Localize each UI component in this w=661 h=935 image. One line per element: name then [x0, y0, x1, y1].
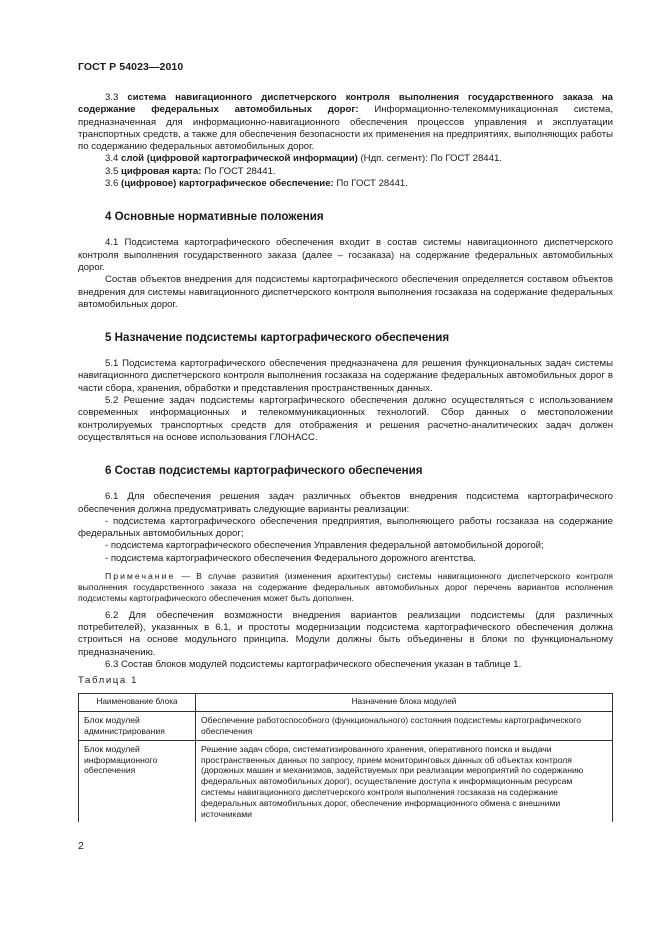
clause-term: цифровая карта: — [121, 165, 202, 177]
column-header-block-purpose: Назначение блока модулей — [196, 694, 613, 712]
clause-3-3 — [78, 92, 613, 153]
clause-number: 3.6 — [105, 178, 122, 190]
section-5-heading: 5 Назначение подсистемы картографического обеспечения — [105, 331, 450, 345]
table-row — [79, 712, 613, 741]
column-header-block-name: Наименование блока — [79, 694, 196, 712]
table-cell-purpose: Решение задач сбора, систематизированного хранения, оперативного поиска и выдачи пространственных данных по запросу, прием мониторинговых данных об объектах контроля (дорожных машин и механизмов, задействуемых при реализации мероприятий по содержанию федеральных автомобильных дорог), осуществление доступа к информационным ресурсам системы навигационного диспетчерского контроля выполнения госзаказа на содержание федеральных автомобильных дорог, обеспечение информационного обмена с внешними источниками — [196, 740, 613, 822]
clause-term: (цифровое) картографическое обеспечение: — [121, 178, 334, 190]
table-1 — [78, 693, 613, 822]
clause-3-5 — [78, 166, 613, 178]
document-body — [78, 92, 613, 822]
note-label: Примечание — [105, 571, 176, 582]
clause-4-1: 4.1 Подсистема картографического обеспечения входит в состав системы навигационного диспетчерского контроля выполнения государственного заказа (далее – госзаказа) на содержание федеральных автомобильных дорог. — [78, 237, 613, 273]
note-text: — В случае развития (изменения архитектуры) системы навигационного диспетчерского контроля выполнения государственного заказа на содержание федеральных автомобильных дорог перечень вариантов исполнения подсистемы картографического обеспечения может быть дополнен. — [78, 571, 613, 604]
clause-3-4 — [78, 153, 613, 165]
clause-6-2: 6.2 Для обеспечения возможности внедрения вариантов реализации подсистемы (для различных потребителей), указанных в 6.1, и простоты модернизации подсистема картографического обеспечения должна строиться на основе модульного принципа. Модули должны быть объединены в блоки по функциональному предназначению. — [78, 609, 613, 658]
clause-term: система навигационного диспетчерского контроля выполнения государственного заказа на содержание федеральных автомобильных дорог: — [78, 92, 613, 116]
clause-text: Информационно-телекоммуникационная система, предназначенная для информационно-навигационного обеспечения процессов управления и эксплуатации транспортных средств, а также для обеспечения безопасности их применения на предприятиях, выполняющих работы по содержанию федеральных автомобильных дорог. — [78, 104, 613, 153]
clause-6-3: 6.3 Состав блоков модулей подсистемы картографического обеспечения указан в таблице 1. — [105, 658, 522, 670]
document-header: ГОСТ Р 54023—2010 — [78, 61, 184, 73]
clause-3-6 — [78, 178, 613, 190]
clause-number: 3.3 — [105, 92, 128, 103]
list-item: - подсистема картографического обеспечения предприятия, выполняющего работы госзаказа на содержание федеральных автомобильных дорог; — [78, 515, 613, 540]
list-item: - подсистема картографического обеспечения Федерального дорожного агентства. — [105, 552, 476, 564]
table-cell-name: Блок модулей администрирования — [79, 712, 196, 741]
clause-number: 3.4 — [105, 153, 122, 165]
section-6-heading: 6 Состав подсистемы картографического обеспечения — [105, 464, 423, 478]
table-cell-name: Блок модулей информационного обеспечения — [79, 740, 196, 822]
table-cell-purpose: Обеспечение работоспособного (функционального) состояния подсистемы картографического обеспечения — [196, 712, 613, 741]
clause-term: слой (цифровой картографической информации) — [121, 153, 358, 165]
clause-text: (Ндп. сегмент): По ГОСТ 28441. — [357, 153, 502, 165]
clause-4-1-continued: Состав объектов внедрения для подсистемы картографического обеспечения определяется составом объектов внедрения для системы навигационного диспетчерского контроля выполнения госзаказа на содержание федеральных автомобильных дорог. — [78, 274, 613, 310]
clause-text: По ГОСТ 28441. — [333, 178, 408, 190]
note — [78, 571, 613, 605]
list-item: - подсистема картографического обеспечения Управления федеральной автомобильной дорогой; — [105, 540, 544, 552]
table-caption: Таблица 1 — [78, 675, 139, 687]
clause-number: 3.5 — [105, 165, 122, 177]
clause-6-1: 6.1 Для обеспечения решения задач различных объектов внедрения подсистема картографического обеспечения должна предусматривать следующие варианты реализации: — [78, 491, 613, 515]
table-row — [79, 740, 613, 822]
page-number: 2 — [78, 840, 84, 852]
clause-5-2: 5.2 Решение задач подсистемы картографического обеспечения должно осуществляться с использованием современных информационных и телекоммуникационных технологий. Сбор данных о местоположении контролируемых транспортных средств для отображения и решения расчетно-аналитических задач должен осуществляться на основе использования ГЛОНАСС. — [78, 395, 613, 443]
table-header-row — [79, 694, 613, 712]
clause-text: По ГОСТ 28441. — [201, 165, 276, 177]
clause-5-1: 5.1 Подсистема картографического обеспечения предназначена для решения функциональных задач системы навигационного диспетчерского контроля выполнения госзаказа на содержание федеральных автомобильных дорог в части сбора, хранения, обработки и представления пространственных данных. — [78, 358, 613, 394]
section-4-heading: 4 Основные нормативные положения — [105, 210, 324, 224]
